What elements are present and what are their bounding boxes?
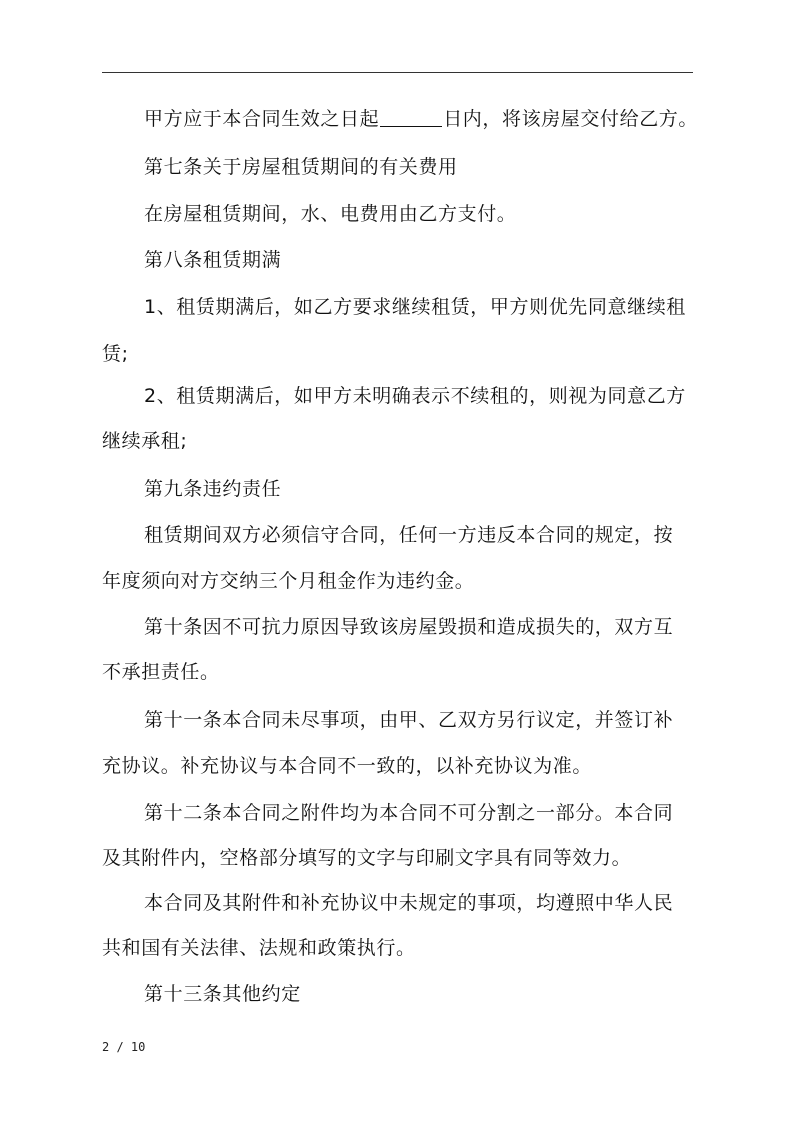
clause-8-1-line-1: 1、租赁期满后，如乙方要求继续租赁，甲方则优先同意继续租: [144, 296, 686, 318]
article-11-line-2: 充协议。补充协议与本合同不一致的，以补充协议为准。: [102, 755, 593, 777]
header-rule: [102, 72, 693, 73]
clause-8-2-line-1: 2、租赁期满后，如甲方未明确表示不续租的，则视为同意乙方: [144, 385, 686, 407]
article-10-line-1: 第十条因不可抗力原因导致该房屋毁损和造成损失的，双方互: [144, 616, 674, 638]
article-12-line-1: 第十二条本合同之附件均为本合同不可分割之一部分。本合同: [144, 802, 674, 824]
fill-in-blank: [380, 108, 442, 127]
paragraph-law-line-1: 本合同及其附件和补充协议中未规定的事项，均遵照中华人民: [144, 892, 674, 914]
paragraph-utilities: 在房屋租赁期间，水、电费用由乙方支付。: [144, 203, 517, 225]
article-11-line-1: 第十一条本合同未尽事项，由甲、乙双方另行议定，并签订补: [144, 709, 674, 731]
paragraph-law-line-2: 共和国有关法律、法规和政策执行。: [102, 937, 416, 959]
article-9-heading: 第九条违约责任: [144, 478, 282, 500]
paragraph-delivery: [144, 107, 698, 131]
article-8-heading: 第八条租赁期满: [144, 249, 282, 271]
paragraph-breach-line-2: 年度须向对方交纳三个月租金作为违约金。: [102, 570, 475, 592]
clause-8-2-line-2: 继续承租;: [102, 430, 188, 452]
article-13-heading: 第十三条其他约定: [144, 983, 301, 1005]
text-after-blank: 日内，将该房屋交付给乙方。: [443, 108, 699, 130]
page-number: 2 / 10: [102, 1040, 146, 1054]
article-10-line-2: 不承担责任。: [102, 661, 220, 683]
clause-8-1-line-2: 赁;: [102, 343, 129, 365]
text-before-blank: 甲方应于本合同生效之日起: [144, 108, 380, 130]
paragraph-breach-line-1: 租赁期间双方必须信守合同，任何一方违反本合同的规定，按: [144, 524, 674, 546]
article-12-line-2: 及其附件内，空格部分填写的文字与印刷文字具有同等效力。: [102, 847, 632, 869]
article-7-heading: 第七条关于房屋租赁期间的有关费用: [144, 156, 458, 178]
